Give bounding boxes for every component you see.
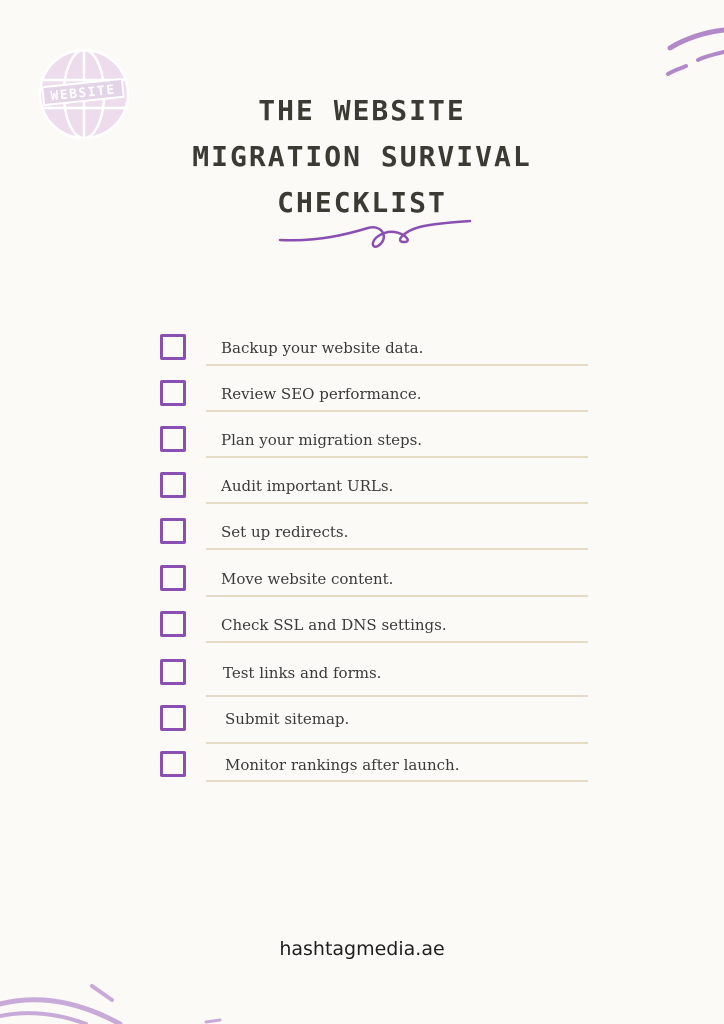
checkbox[interactable] [160, 380, 186, 406]
checklist-item-label: Set up redirects. [221, 523, 349, 541]
divider [206, 595, 588, 597]
checkbox[interactable] [160, 472, 186, 498]
divider [206, 742, 588, 744]
checklist-item [158, 424, 592, 462]
checklist-item-label: Plan your migration steps. [221, 431, 423, 449]
checklist-item-label: Submit sitemap. [225, 710, 350, 728]
checkbox[interactable] [160, 705, 186, 731]
checkbox[interactable] [160, 426, 186, 452]
checklist-item [158, 749, 592, 787]
checklist-item [158, 378, 592, 416]
squiggle-underline [278, 212, 472, 252]
checklist-item-label: Audit important URLs. [221, 477, 394, 495]
checklist-item [158, 703, 592, 741]
title-line-1: THE WEBSITE [258, 94, 466, 127]
checklist-item-label: Review SEO performance. [221, 385, 422, 403]
divider [206, 641, 588, 643]
divider [206, 502, 588, 504]
checklist-item [158, 332, 592, 370]
checklist-item [158, 470, 592, 508]
brush-stroke-decoration [664, 26, 724, 82]
checkbox[interactable] [160, 611, 186, 637]
title-line-3: CHECKLIST [277, 186, 447, 219]
checkbox[interactable] [160, 659, 186, 685]
checklist-item [158, 516, 592, 554]
checkbox[interactable] [160, 565, 186, 591]
checkbox[interactable] [160, 751, 186, 777]
title-line-2: MIGRATION SURVIVAL [192, 140, 532, 173]
checklist-item-label: Test links and forms. [223, 664, 382, 682]
divider [206, 456, 588, 458]
divider [206, 780, 588, 782]
divider [206, 364, 588, 366]
page-title [0, 88, 724, 226]
checklist-item [158, 609, 592, 647]
checkbox[interactable] [160, 334, 186, 360]
checklist-item-label: Monitor rankings after launch. [225, 756, 460, 774]
divider [206, 410, 588, 412]
checklist-item [158, 657, 592, 695]
brush-stroke-decoration-bottom [0, 964, 230, 1024]
checklist-item-label: Move website content. [221, 570, 394, 588]
divider [206, 695, 588, 697]
footer-website: hashtagmedia.ae [279, 938, 445, 960]
checklist-item-label: Check SSL and DNS settings. [221, 616, 447, 634]
checkbox[interactable] [160, 518, 186, 544]
checklist-item-label: Backup your website data. [221, 339, 424, 357]
checklist-item [158, 563, 592, 601]
stamp-label: WEBSITE [41, 78, 125, 106]
divider [206, 548, 588, 550]
